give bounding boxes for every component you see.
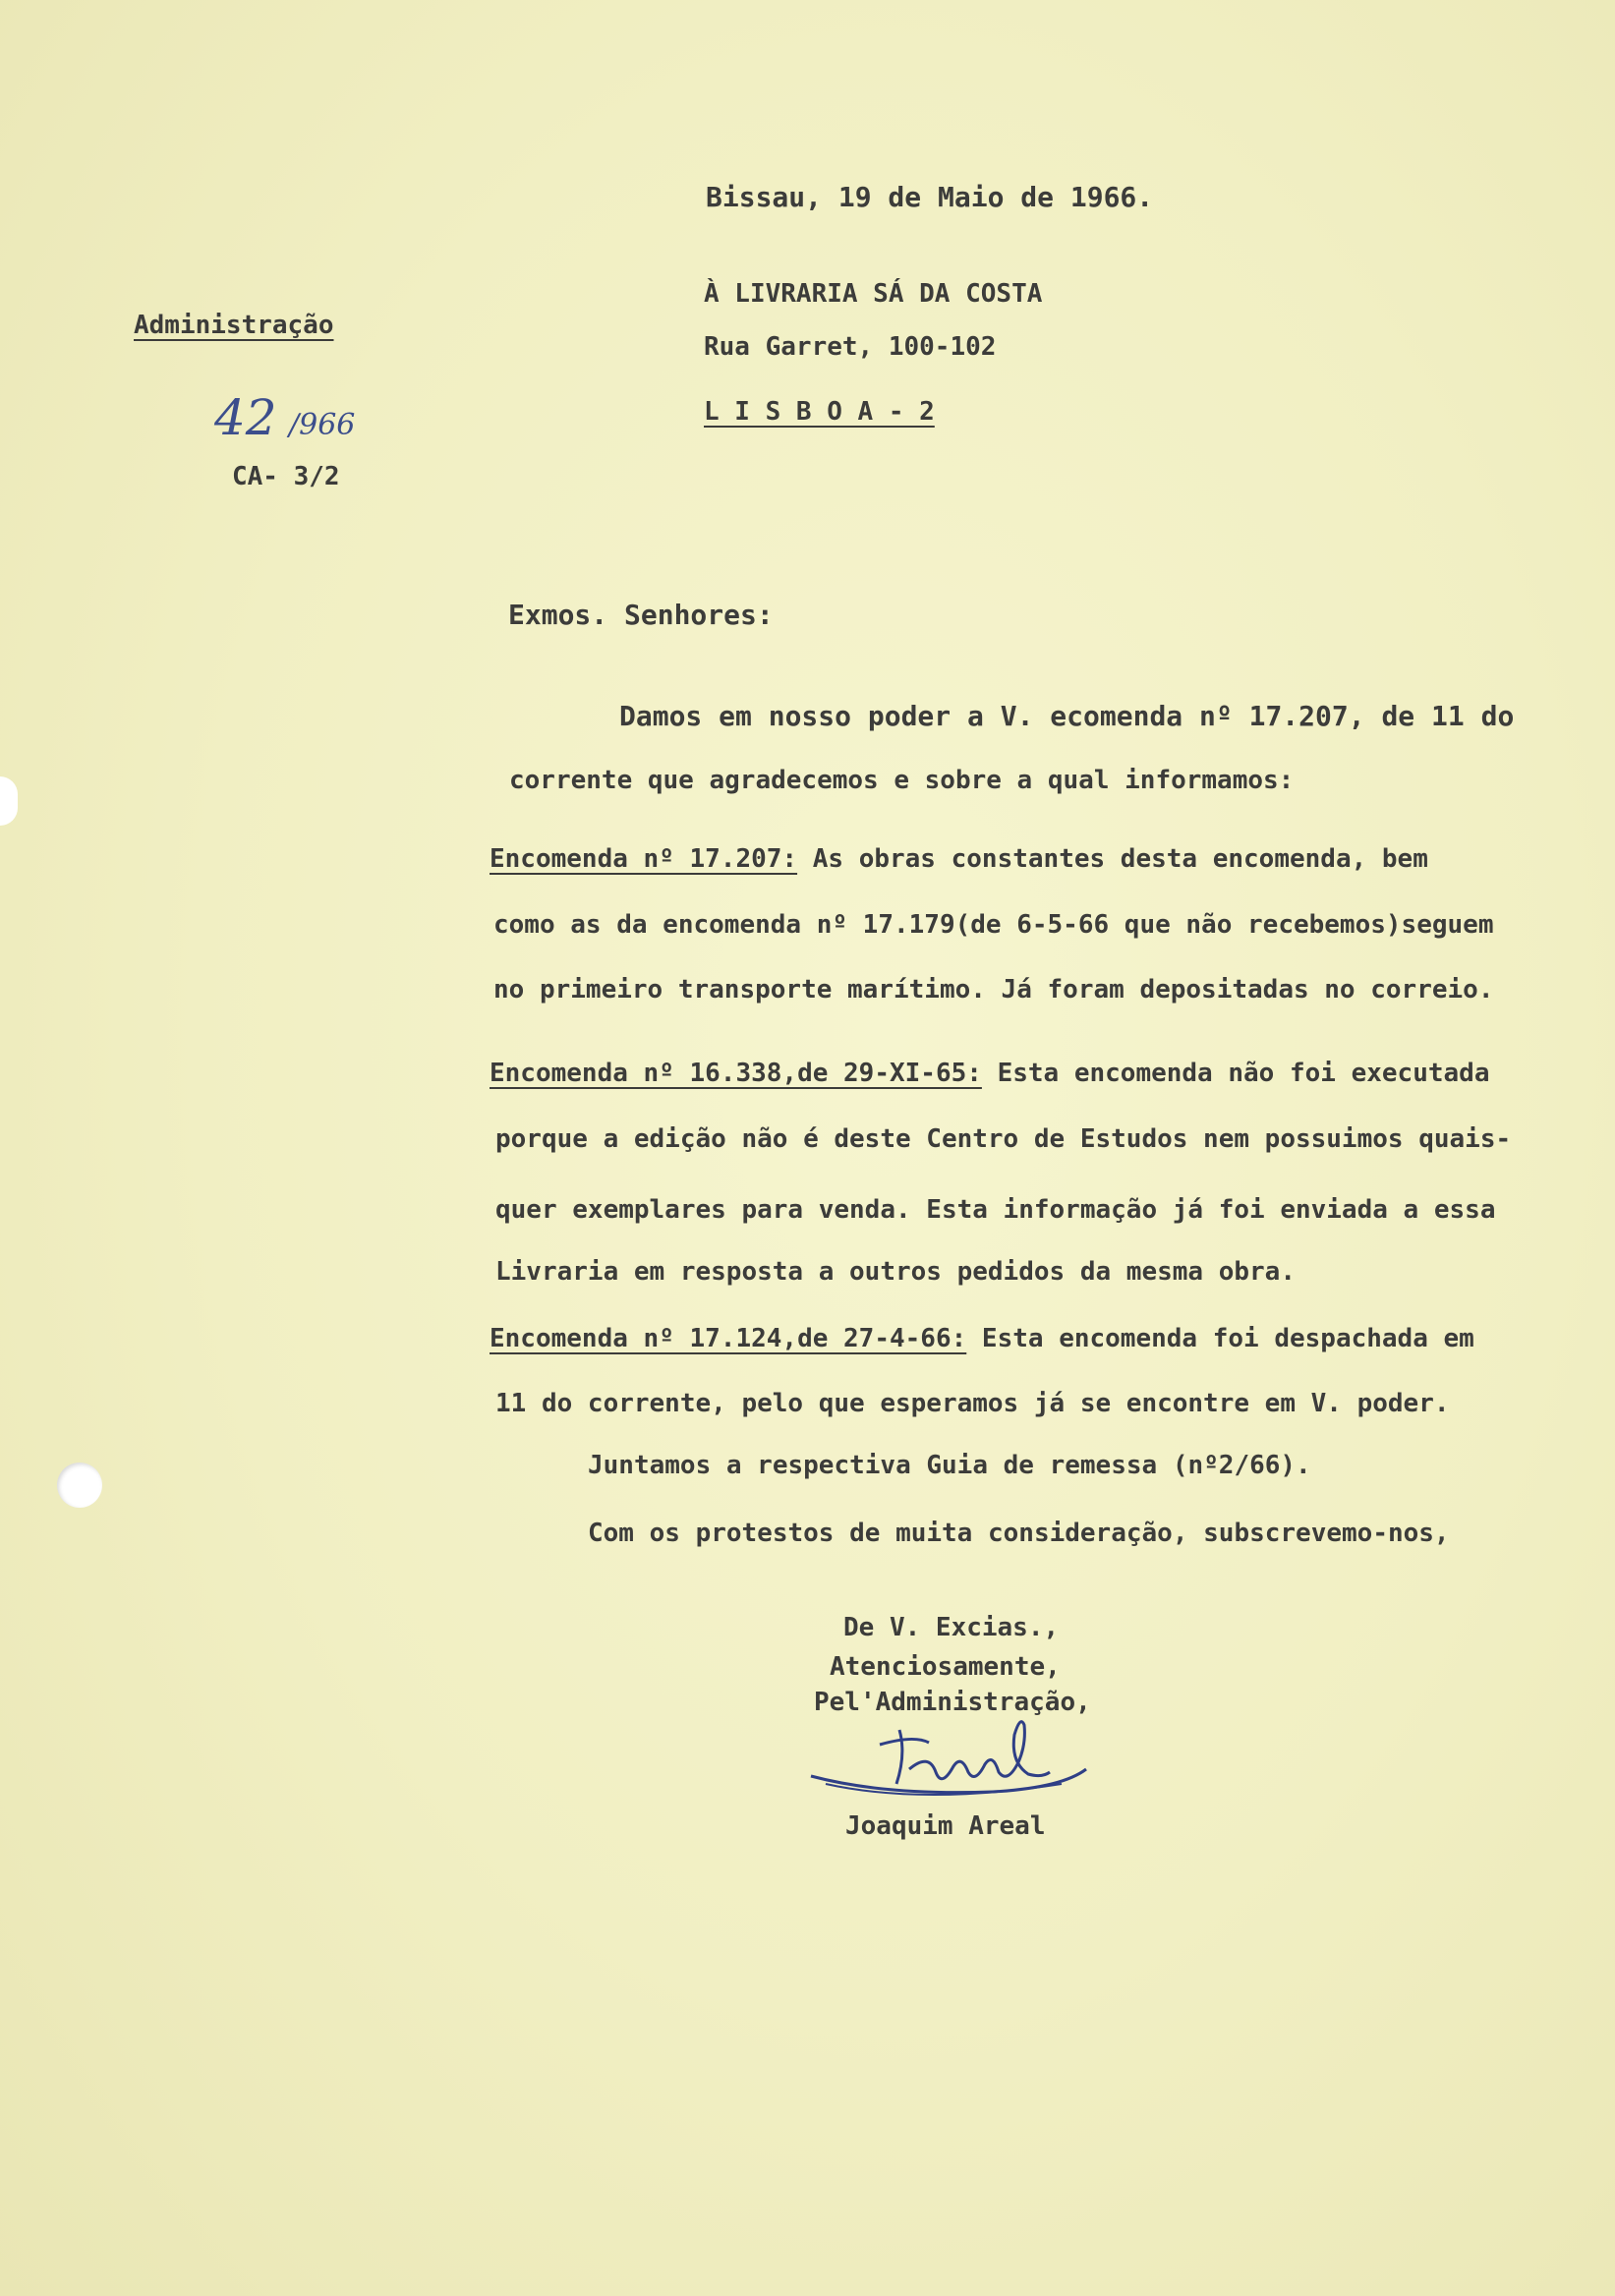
order-2-line-3: quer exemplares para venda. Esta informação já foi enviada a essa (495, 1195, 1496, 1225)
signoff-line-1: De V. Excias., (843, 1613, 1060, 1642)
order-1-text-1: As obras constantes desta encomenda, bem (812, 844, 1428, 874)
order-1-paragraph-line-1 (490, 846, 1428, 872)
order-3-label: Encomenda nº 17.124,de 27-4-66: (490, 1324, 967, 1353)
enclosure-line: Juntamos a respectiva Guia de remessa (nº2/66). (588, 1451, 1311, 1480)
department-heading: Administração (134, 311, 334, 340)
order-2-line-4: Livraria em resposta a outros pedidos da mesma obra. (495, 1257, 1296, 1287)
closing-line: Com os protestos de muita consideração, subscrevemo-nos, (588, 1519, 1450, 1548)
recipient-street: Rua Garret, 100-102 (704, 332, 997, 362)
intro-line-1: Damos em nosso poder a V. ecomenda nº 17.207, de 11 do (619, 700, 1515, 732)
punch-hole (57, 1463, 102, 1508)
order-3-line-2: 11 do corrente, pelo que esperamos já se encontre em V. poder. (495, 1389, 1450, 1418)
order-2-text-1: Esta encomenda não foi executada (997, 1059, 1490, 1088)
handwritten-signature (806, 1715, 1101, 1813)
order-1-line-2: como as da encomenda nº 17.179(de 6-5-66 que não recebemos)seguem (493, 910, 1494, 940)
reference-number-handwritten: 42 (214, 389, 277, 446)
order-3-paragraph-line-1 (490, 1326, 1474, 1351)
place-date: Bissau, 19 de Maio de 1966. (706, 181, 1154, 213)
signoff-line-2: Atenciosamente, (830, 1652, 1061, 1682)
salutation: Exmos. Senhores: (508, 599, 774, 631)
signoff-line-3: Pel'Administração, (814, 1688, 1091, 1717)
order-1-label: Encomenda nº 17.207: (490, 844, 798, 874)
punch-hole-partial (0, 776, 18, 826)
order-2-label: Encomenda nº 16.338,de 29-XI-65: (490, 1059, 982, 1088)
recipient-city: L I S B O A - 2 (704, 397, 935, 427)
reference-year-handwritten: /966 (289, 408, 356, 442)
order-2-paragraph-line-1 (490, 1061, 1489, 1086)
order-2-line-2: porque a edição não é deste Centro de Estudos nem possuimos quais- (495, 1124, 1512, 1154)
intro-line-2: corrente que agradecemos e sobre a qual informamos: (509, 766, 1295, 795)
order-3-text-1: Esta encomenda foi despachada em (981, 1324, 1474, 1353)
reference-code: CA- 3/2 (232, 462, 340, 491)
order-1-line-3: no primeiro transporte marítimo. Já foram depositadas no correio. (493, 975, 1494, 1004)
recipient-name: À LIVRARIA SÁ DA COSTA (704, 279, 1043, 309)
signatory-name: Joaquim Areal (845, 1811, 1046, 1841)
